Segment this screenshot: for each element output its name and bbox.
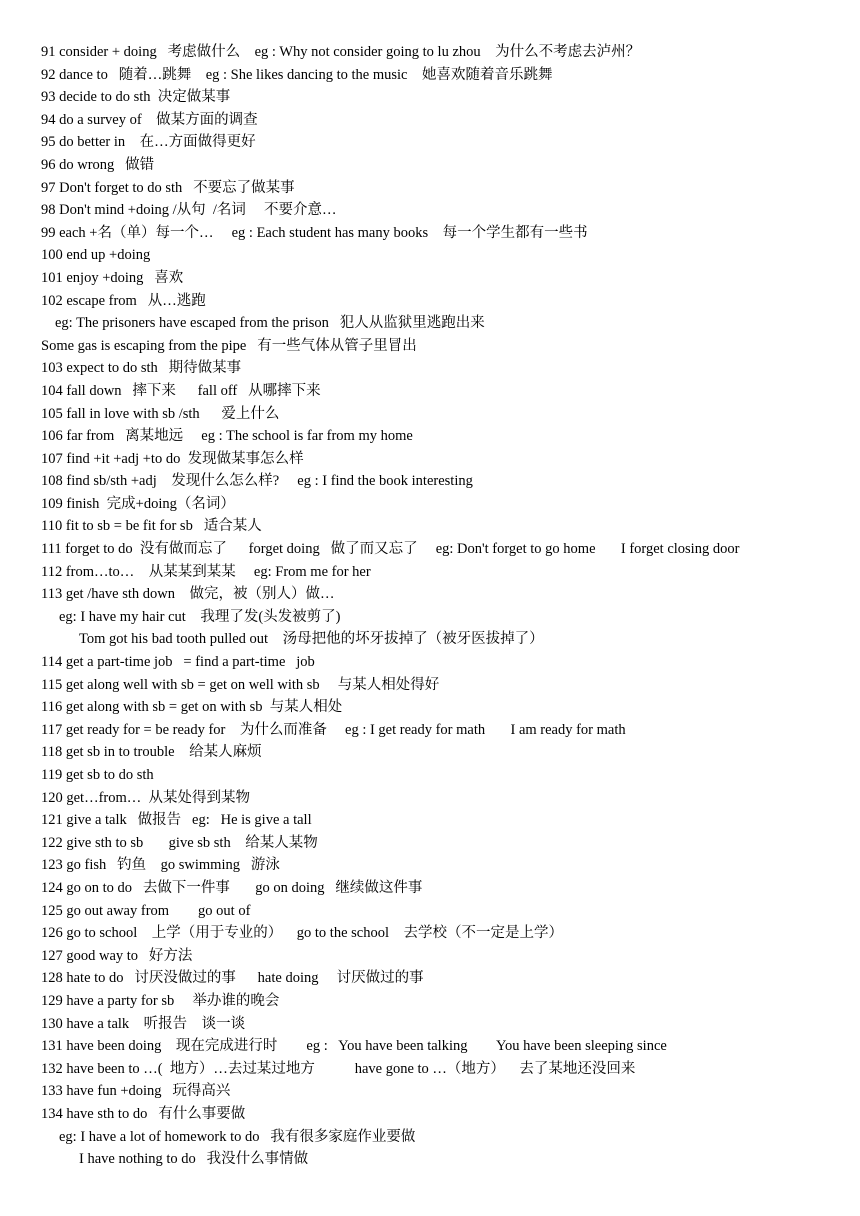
list-item: 109 finish 完成+doing（名词） bbox=[41, 495, 235, 512]
phrase-list bbox=[41, 41, 846, 1171]
list-item: 131 have been doing 现在完成进行时 eg : You have been talking You have been sleeping since bbox=[41, 1038, 667, 1055]
list-item: 111 forget to do 没有做而忘了 forget doing 做了而又忘了 eg: Don't forget to go home I forget closing door bbox=[41, 541, 740, 558]
list-item: 127 good way to 好方法 bbox=[41, 947, 193, 964]
list-item: 103 expect to do sth 期待做某事 bbox=[41, 360, 242, 377]
list-item: 96 do wrong 做错 bbox=[41, 156, 155, 173]
list-item: 126 go to school 上学（用于专业的） go to the school 去学校（不一定是上学） bbox=[41, 925, 563, 942]
list-item: 118 get sb in to trouble 给某人麻烦 bbox=[41, 744, 262, 761]
list-item: 100 end up +doing bbox=[41, 247, 151, 264]
list-item: 110 fit to sb = be fit for sb 适合某人 bbox=[41, 518, 262, 535]
list-item: 113 get /have sth down 做完，被（别人）做… bbox=[41, 586, 335, 603]
example-line: eg: I have my hair cut 我理了发(头发被剪了) bbox=[59, 608, 341, 625]
example-line: I have nothing to do 我没什么事情做 bbox=[79, 1151, 309, 1168]
list-item: 108 find sb/sth +adj 发现什么怎么样? eg : I find the book interesting bbox=[41, 473, 473, 490]
list-item: 119 get sb to do sth bbox=[41, 767, 154, 783]
list-item: 132 have been to …( 地方）…去过某过地方 have gone to …（地方） 去了某地还没回来 bbox=[41, 1060, 636, 1077]
example-line: Some gas is escaping from the pipe 有一些气体从管子里冒出 bbox=[41, 337, 417, 354]
list-item: 134 have sth to do 有什么事要做 bbox=[41, 1105, 246, 1122]
list-item: 102 escape from 从…逃跑 bbox=[41, 292, 206, 309]
list-item: 120 get…from… 从某处得到某物 bbox=[41, 789, 251, 806]
list-item: 117 get ready for = be ready for 为什么而准备 eg : I get ready for math I am ready for math bbox=[41, 721, 626, 738]
list-item: 124 go on to do 去做下一件事 go on doing 继续做这件事 bbox=[41, 879, 423, 896]
list-item: 125 go out away from go out of bbox=[41, 902, 251, 919]
list-item: 104 fall down 摔下来 fall off 从哪摔下来 bbox=[41, 382, 321, 399]
example-line: eg: I have a lot of homework to do 我有很多家庭作业要做 bbox=[59, 1128, 416, 1145]
list-item: 129 have a party for sb 举办谁的晚会 bbox=[41, 992, 280, 1009]
list-item: 114 get a part-time job = find a part-time job bbox=[41, 654, 315, 671]
example-line: Tom got his bad tooth pulled out 汤母把他的坏牙拔掉了（被牙医拔掉了） bbox=[79, 631, 544, 648]
list-item: 106 far from 离某地远 eg : The school is far from my home bbox=[41, 428, 413, 445]
list-item: 105 fall in love with sb /sth 爱上什么 bbox=[41, 405, 280, 422]
list-item: 122 give sth to sb give sb sth 给某人某物 bbox=[41, 834, 318, 851]
list-item: 107 find +it +adj +to do 发现做某事怎么样 bbox=[41, 450, 304, 467]
list-item: 92 dance to 随着…跳舞 eg : She likes dancing to the music 她喜欢随着音乐跳舞 bbox=[41, 66, 553, 83]
list-item: 95 do better in 在…方面做得更好 bbox=[41, 134, 256, 151]
list-item: 94 do a survey of 做某方面的调查 bbox=[41, 111, 258, 128]
list-item: 133 have fun +doing 玩得高兴 bbox=[41, 1083, 231, 1100]
list-item: 130 have a talk 听报告 谈一谈 bbox=[41, 1015, 246, 1032]
list-item: 112 from…to… 从某某到某某 eg: From me for her bbox=[41, 563, 371, 580]
list-item: 121 give a talk 做报告 eg: He is give a tall bbox=[41, 812, 312, 829]
list-item: 116 get along with sb = get on with sb 与某人相处 bbox=[41, 699, 343, 716]
list-item: 93 decide to do sth 决定做某事 bbox=[41, 89, 231, 106]
example-line: eg: The prisoners have escaped from the prison 犯人从监狱里逃跑出来 bbox=[55, 315, 485, 332]
list-item: 123 go fish 钓鱼 go swimming 游泳 bbox=[41, 857, 280, 874]
list-item: 115 get along well with sb = get on well with sb 与某人相处得好 bbox=[41, 676, 440, 693]
list-item: 97 Don't forget to do sth 不要忘了做某事 bbox=[41, 179, 295, 196]
list-item: 128 hate to do 讨厌没做过的事 hate doing 讨厌做过的事 bbox=[41, 970, 424, 987]
list-item: 101 enjoy +doing 喜欢 bbox=[41, 269, 184, 286]
list-item: 99 each +名（单）每一个… eg : Each student has many books 每一个学生都有一些书 bbox=[41, 224, 588, 241]
list-item: 98 Don't mind +doing /从句 /名词 不要介意… bbox=[41, 202, 337, 219]
list-item: 91 consider + doing 考虑做什么 eg : Why not consider going to lu zhou 为什么不考虑去泸州？ bbox=[41, 44, 641, 60]
